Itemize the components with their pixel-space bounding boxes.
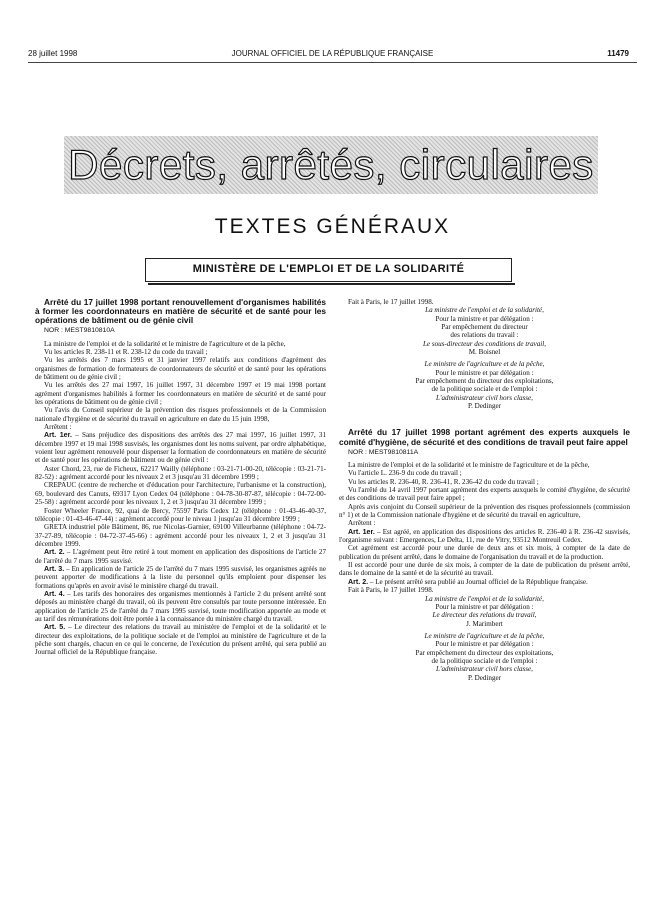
left-column	[35, 298, 326, 657]
signature-line: Par empêchement du directeur	[441, 323, 528, 332]
organism-entry: Foster Wheeler France, 92, quai de Bercy, 75597 Paris Cedex 12 (téléphone : 01-43-46-40-37, télécopie : 01-43-46-47-44) : agrément accordé pour le niveau 1 jusqu'au 31 décembre 1999 ;	[35, 506, 326, 523]
article-2	[339, 578, 630, 586]
header-rule	[28, 62, 637, 63]
signature-block	[339, 306, 630, 410]
article-text: – Sans préjudice des dispositions des arrêtés des 27 mai 1997, 16 juillet 1997, 31 décembre 1997 et 19 mai 1998 susvisés, les organismes dont les noms suivent, par ordre alphabétique, voient leur agrément renouvelé pour dispenser la formation de coordonnateurs en matière de sécurité et de santé pour les opérations de bâtiment ou de génie civil :	[35, 431, 327, 465]
signature-line: Le ministre de l'agriculture et de la pêche,	[424, 631, 545, 640]
signatory-name: M. Boisnel	[468, 348, 501, 357]
section-title: TEXTES GÉNÉRAUX	[214, 215, 451, 238]
paragraph: Vu les articles R. 238-11 et R. 238-12 du code du travail ;	[44, 347, 208, 356]
article-text: – Est agréé, en application des dispositions des articles R. 236-40 à R. 236-42 susvisés, l'organisme suivant : Emergences, Le Delta, 11, rue de Vitry, 93512 Montreuil Cedex.	[339, 527, 631, 545]
done-at: Fait à Paris, le 17 juillet 1998.	[348, 298, 434, 306]
signature-line: Pour la ministre et par délégation :	[435, 314, 534, 323]
paragraph: Il est accordé pour une durée de six mois, à compter de la date de publication du présent arrêté, dans le domaine de la santé et de la sécurité au travail.	[339, 561, 630, 578]
signature-line: Pour le ministre et par délégation :	[435, 640, 534, 649]
signature-line: La ministre de l'emploi et de la solidarité,	[425, 306, 544, 315]
signature-line: L'administrateur civil hors classe,	[436, 393, 533, 402]
signature-line: Pour le ministre et par délégation :	[435, 368, 534, 377]
nor-reference: NOR : MEST9810810A	[44, 327, 115, 335]
paragraph: Vu l'arrêté du 14 avril 1997 portant agrément des experts auxquels le comité d'hygiène, de sécurité et des conditions de travail peut faire appel ;	[339, 486, 630, 503]
article-1	[35, 431, 326, 464]
article-text: – En application de l'article 25 de l'arrêté du 7 mars 1995 susvisé, les organismes agréés ne peuvent apporter de modifications à la liste du personnel qu'ils emploient pour dispenser les formations qu'après en avoir avisé le ministère chargé du travail.	[35, 564, 326, 590]
article-5	[35, 623, 326, 656]
signature-line: La ministre de l'emploi et de la solidarité,	[425, 594, 544, 603]
article-text: – Le présent arrêté sera publié au Journal officiel de la République française.	[368, 577, 588, 586]
page-number: 11479	[607, 49, 629, 58]
running-header	[22, 49, 643, 61]
paragraph: Vu l'article L. 236-9 du code du travail ;	[348, 469, 462, 478]
paragraph: La ministre de l'emploi et de la solidarité et le ministre de l'agriculture et de la pêche,	[348, 461, 590, 469]
paragraph: Vu les arrêtés des 27 mai 1997, 16 juillet 1997, 31 décembre 1997 et 19 mai 1998 portant agrément d'organismes habilités à former les coordonnateurs en matière de sécurité et de santé pour les opérations de bâtiment ou de génie civil ;	[35, 381, 326, 407]
article-text: – L'agrément peut être retiré à tout moment en application des dispositions de l'article 27 de l'arrêté du 7 mars 1995 susvisé.	[35, 548, 327, 565]
arretent-label: Arrêtent :	[44, 423, 72, 432]
article-label: Art. 5.	[44, 623, 66, 632]
article-2	[35, 548, 326, 565]
article-3	[35, 565, 326, 590]
done-at: Fait à Paris, le 17 juillet 1998.	[348, 586, 434, 595]
signature-line: de la politique sociale et de l'emploi :	[431, 656, 538, 665]
signature-line: de la politique sociale et de l'emploi :	[431, 385, 538, 394]
article-label: Art. 2.	[348, 577, 369, 586]
organism-entry: Aster Chord, 23, rue de Ficheux, 62217 Wailly (téléphone : 03-21-71-00-20, télécopie : 03-21-71-82-52) : agrément accordé pour les niveaux 2 et 3 jusqu'au 31 décembre 1999 ;	[35, 464, 326, 482]
signature-line: Le ministre de l'agriculture et de la pêche,	[424, 360, 545, 369]
paragraph: Vu l'avis du Conseil supérieur de la prévention des risques professionnels et de la Commission nationale d'hygiène et de sécurité du travail en agriculture en date du 15 juin 1998,	[35, 406, 326, 423]
organism-entry: GRETA industriel pôle Bâtiment, 86, rue Nicolas-Garnier, 69100 Villeurbanne (téléphone : 04-72-37-27-89, télécopie : 04-72-37-45-66) : agrément accordé pour les niveaux 1, 2 et 3 jusqu'au 31 décembre 1999.	[35, 523, 326, 548]
signature-line: Pour la ministre et par délégation :	[435, 602, 534, 611]
signature-line: Le sous-directeur des conditions de travail,	[422, 339, 547, 348]
article-label: Art. 1er.	[348, 527, 375, 536]
signatory-name: P. Dedinger	[467, 402, 502, 411]
signature-block	[339, 595, 630, 682]
article-label: Art. 1er.	[44, 431, 72, 440]
decree-title: Arrêté du 17 juillet 1998 portant agrément des experts auxquels le comité d'hygiène, de sécurité et des conditions de travail peut faire appel	[339, 427, 630, 447]
nor-reference: NOR : MEST9810811A	[348, 448, 419, 456]
paragraph: Vu les arrêtés des 7 mars 1995 et 31 janvier 1997 relatifs aux conditions d'agrément des organismes de formation de formateurs de coordonnateurs de sécurité et de santé pour les opérations de bâtiment ou de génie civil ;	[35, 356, 326, 381]
article-label: Art. 4.	[44, 589, 65, 598]
paragraph: La ministre de l'emploi et de la solidarité et le ministre de l'agriculture et de la pêche,	[44, 339, 286, 348]
paragraph: Vu les articles R. 236-40, R. 236-41, R. 236-42 du code du travail ;	[348, 477, 539, 486]
journal-title: JOURNAL OFFICIEL DE LA RÉPUBLIQUE FRANÇAISE	[231, 49, 434, 58]
decree-title: Arrêté du 17 juillet 1998 portant renouvellement d'organismes habilités à former les coordonnateurs en matière de sécurité et de santé pour les opérations de bâtiment ou de génie civil	[35, 297, 326, 326]
signature-line: L'administrateur civil hors classe,	[436, 665, 533, 674]
arretent-label: Arrêtent :	[348, 519, 376, 528]
signature-line: Le directeur des relations du travail,	[432, 611, 537, 620]
banner-title: Décrets, arrêtés, circulaires	[68, 141, 594, 188]
signatory-name: J. Marimbert	[466, 619, 503, 628]
signatory-name: P. Dedinger	[467, 673, 502, 682]
signature-line: Par empêchement du directeur des exploitations,	[415, 377, 554, 386]
article-4	[35, 590, 326, 623]
article-1	[339, 528, 630, 545]
ministry-box: MINISTÈRE DE L'EMPLOI ET DE LA SOLIDARITÉ	[145, 258, 512, 282]
article-label: Art. 3.	[44, 564, 65, 573]
issue-date: 28 juillet 1998	[28, 49, 78, 58]
article-text: – Le directeur des relations du travail au ministère de l'emploi et de la solidarité et le directeur des exploitations, de la politique sociale et de l'emploi au ministère de l'agriculture et de la pêche sont chargés, chacun en ce qui le concerne, de l'exécution du présent arrêté, qui sera publié au Journal officiel de la République française.	[35, 623, 326, 657]
paragraph: Après avis conjoint du Conseil supérieur de la prévention des risques professionnels (commission n° 1) et de la Commission nationale d'hygiène et de sécurité du travail en agriculture,	[339, 502, 630, 520]
organism-entry: CREPAUC (centre de recherche et d'éducation pour l'architecture, l'urbanisme et la construction), 69, boulevard des Canuts, 69317 Lyon Cedex 04 (téléphone : 04-78-30-87-87, télécopie : 04-72-00-25-58) : agrément accordé pour les niveaux 1, 2 et 3 jusqu'au 31 décembre 1999 ;	[35, 481, 326, 507]
signature-line: Par empêchement du directeur des exploitations,	[415, 648, 554, 657]
right-column	[339, 298, 630, 682]
signature-line: des relations du travail :	[450, 331, 519, 340]
article-label: Art. 2.	[44, 548, 65, 557]
article-text: – Les tarifs des honoraires des organismes mentionnés à l'article 2 du présent arrêté sont déposés au ministère chargé du travail, où ils peuvent être consultés par toute personne intéressée. En application de l'article 25 de l'arrêté du 7 mars 1995 susvisé, toute modification apportée au mode et au tarif des rémunérations doit être portée à la connaissance du ministère chargé du travail.	[35, 589, 326, 623]
paragraph: Cet agrément est accordé pour une durée de deux ans et six mois, à compter de la date de publication du présent arrêté, dans le domaine de l'organisation du travail et de la production.	[339, 544, 630, 561]
